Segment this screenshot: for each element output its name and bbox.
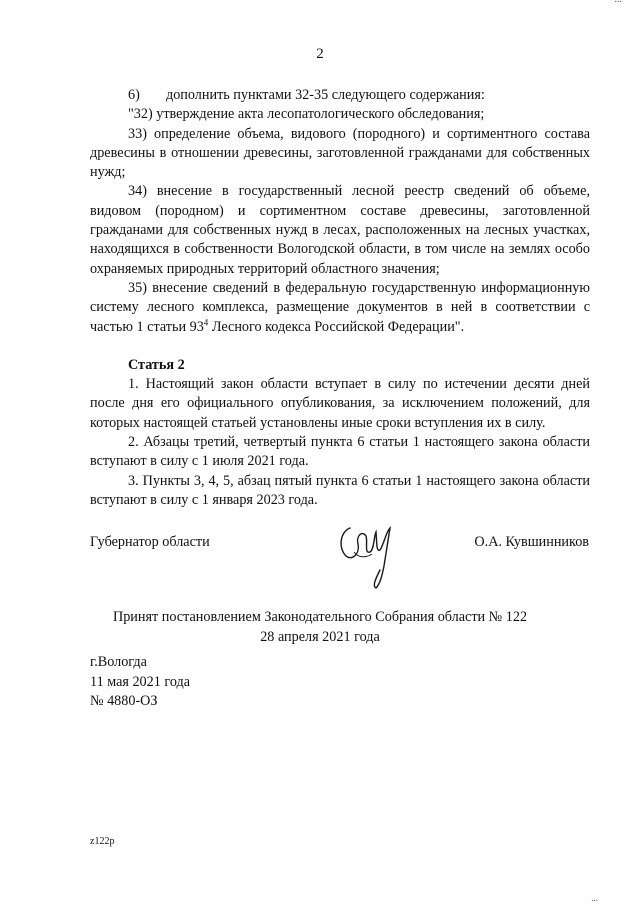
article-2-item-3: 3. Пункты 3, 4, 5, абзац пятый пункта 6 статьи 1 настоящего закона области вступают в силу с 1 января 2023 года. xyxy=(90,472,590,508)
adoption-note xyxy=(0,608,640,647)
paragraph-35-text: 35) внесение сведений в федеральную государственную информационную систему лесного комплекса, размещение документов в ней в соответствии с частью 1 статьи 93 xyxy=(90,279,590,335)
corner-mark-bottom-right: ... xyxy=(591,893,598,903)
article-2-item-1: 1. Настоящий закон области вступает в силу по истечении десяти дней после дня его официального опубликования, за исключением положений, для которых настоящей статьей установлены иные сроки вступления их в силу. xyxy=(90,376,590,431)
city: г.Вологда xyxy=(90,654,147,670)
handwritten-signature xyxy=(336,514,406,594)
law-number: № 4880-ОЗ xyxy=(90,693,158,709)
article-2-item-2: 2. Абзацы третий, четвертый пункта 6 статьи 1 настоящего закона области вступают в силу с 1 июля 2021 года. xyxy=(90,434,590,470)
signatory-position: Губернатор области xyxy=(90,534,210,550)
place-date-block xyxy=(90,653,190,712)
footer-code: z122p xyxy=(90,836,115,847)
paragraph-6-text: дополнить пунктами 32-35 следующего содержания: xyxy=(166,87,485,103)
paragraph-35 xyxy=(90,279,590,337)
adoption-line-2: 28 апреля 2021 года xyxy=(260,628,380,645)
paragraph-6 xyxy=(90,86,590,105)
paragraph-35-text-end: Лесного кодекса Российской Федерации". xyxy=(208,318,465,335)
corner-mark-top-right xyxy=(615,0,623,5)
paragraph-32: "32) утверждение акта лесопатологического обследования; xyxy=(128,106,485,123)
paragraph-33: 33) определение объема, видового (породного) и сортиментного состава древесины в отношении древесины, заготовленной гражданами для собственных нужд; xyxy=(90,125,590,181)
document-body xyxy=(90,86,590,510)
article-2-heading: Статья 2 xyxy=(128,356,185,373)
paragraph-34: 34) внесение в государственный лесной реестр сведений об объеме, видовом (породном) и сортиментном составе древесины, заготовленной гражданами для собственных нужд в лесах, расположенных на лесных участках, находящихся в собственности Вологодской области, в том числе на землях особо охраняемых природных территорий областного значения; xyxy=(90,183,590,277)
signing-date: 11 мая 2021 года xyxy=(90,673,191,690)
paragraph-35-superscript: 4 xyxy=(203,316,209,327)
signatory-name: О.А. Кувшинников xyxy=(474,534,589,550)
adoption-line-1: Принят постановлением Законодательного Собрания области № 122 xyxy=(112,609,528,625)
paragraph-6-number: 6) xyxy=(128,87,140,103)
page-number: 2 xyxy=(316,46,324,62)
